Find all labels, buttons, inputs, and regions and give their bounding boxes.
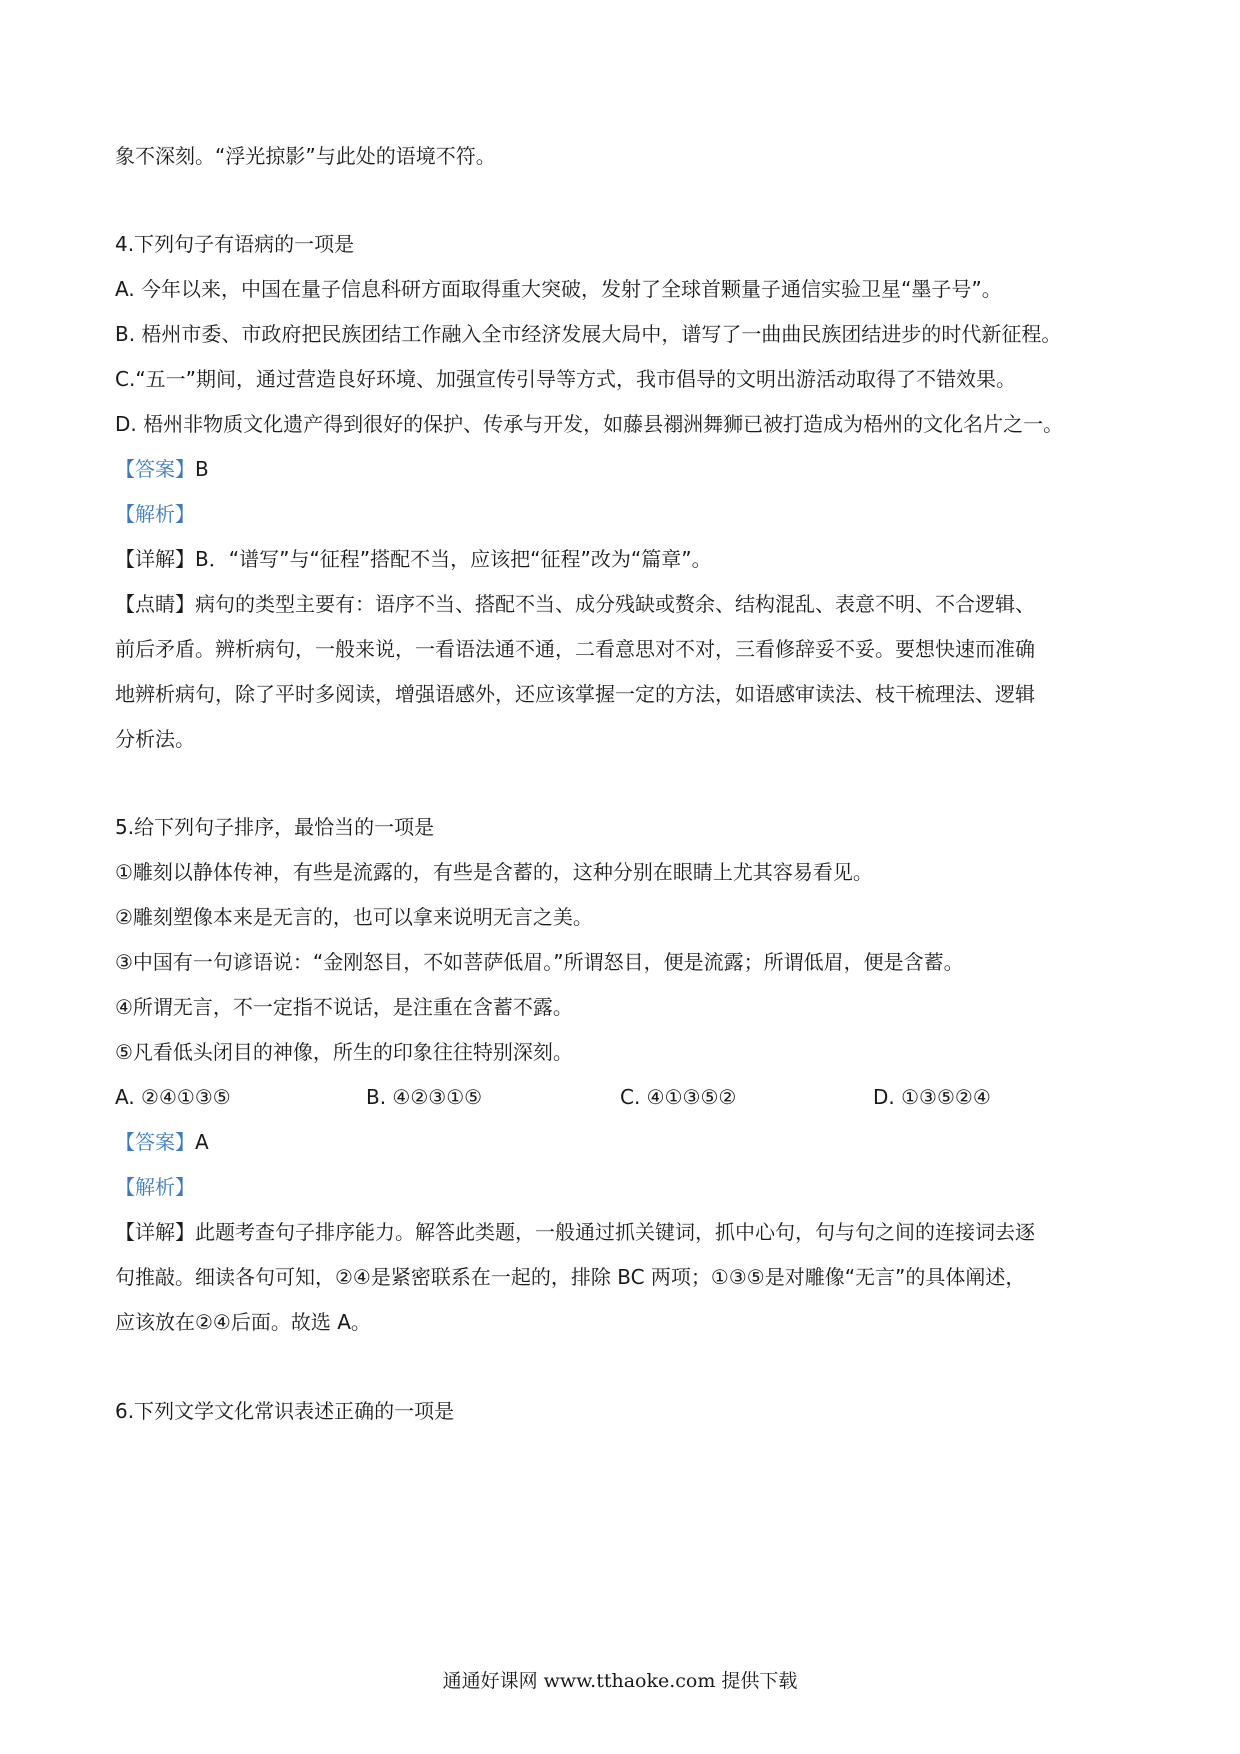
question-5-stem: 5.给下列句子排序，最恰当的一项是 [115,815,435,839]
question-5-analysis-tag: 【解析】 [115,1175,195,1199]
question-5-option-c: C. ④①③⑤② [620,1085,737,1109]
question-4-tip-line-3: 地辨析病句，除了平时多阅读，增强语感外，还应该掌握一定的方法，如语感审读法、枝干梳理法、逻辑 [115,682,1035,706]
sentence-3: ③中国有一句谚语说：“金刚怒目，不如菩萨低眉。”所谓怒目，便是流露；所谓低眉，便是含蓄。 [115,950,964,974]
question-5-detail-line-1: 【详解】此题考查句子排序能力。解答此类题，一般通过抓关键词，抓中心句，句与句之间的连接词去逐 [115,1220,1035,1244]
question-4-detail: 【详解】B．“谱写”与“征程”搭配不当，应该把“征程”改为“篇章”。 [115,547,712,571]
answer-tag: 【答案】 [115,1130,195,1154]
question-4-option-d: D. 梧州非物质文化遗产得到很好的保护、传承与开发，如藤县禤洲舞狮已被打造成为梧州的文化名片之一。 [115,412,1064,436]
question-5-option-a: A. ②④①③⑤ [115,1085,231,1109]
question-4-tip-line-2: 前后矛盾。辨析病句，一般来说，一看语法通不通，二看意思对不对，三看修辞妥不妥。要想快速而准确 [115,637,1035,661]
question-4-analysis-tag: 【解析】 [115,502,195,526]
question-4-stem: 4.下列句子有语病的一项是 [115,232,355,256]
page-footer: 通通好课网 www.tthaoke.com 提供下载 [442,1670,798,1692]
answer-value: A [195,1130,209,1154]
answer-value: B [195,457,209,481]
answer-tag: 【答案】 [115,457,195,481]
question-5-detail-line-3: 应该放在②④后面。故选 A。 [115,1310,371,1334]
question-5-option-d: D. ①③⑤②④ [873,1085,991,1109]
question-4-option-a: A. 今年以来，中国在量子信息科研方面取得重大突破，发射了全球首颗量子通信实验卫星“墨子号”。 [115,277,1002,301]
question-4-option-b: B. 梧州市委、市政府把民族团结工作融入全市经济发展大局中，谱写了一曲曲民族团结进步的时代新征程。 [115,322,1062,346]
question-4-answer [115,455,1135,483]
question-5-option-b: B. ④②③①⑤ [366,1085,483,1109]
sentence-5: ⑤凡看低头闭目的神像，所生的印象往往特别深刻。 [115,1040,573,1064]
paragraph-continuation: 象不深刻。“浮光掠影”与此处的语境不符。 [115,144,496,168]
question-5-answer [115,1128,1135,1156]
question-4-tip-line-4: 分析法。 [115,727,195,751]
sentence-2: ②雕刻塑像本来是无言的，也可以拿来说明无言之美。 [115,905,593,929]
question-4-tip-line-1: 【点睛】病句的类型主要有：语序不当、搭配不当、成分残缺或赘余、结构混乱、表意不明、不合逻辑、 [115,592,1035,616]
question-6-stem: 6.下列文学文化常识表述正确的一项是 [115,1399,455,1423]
sentence-1: ①雕刻以静体传神，有些是流露的，有些是含蓄的，这种分别在眼睛上尤其容易看见。 [115,860,873,884]
question-5-detail-line-2: 句推敲。细读各句可知，②④是紧密联系在一起的，排除 BC 两项；①③⑤是对雕像“无言”的具体阐述， [115,1265,1026,1289]
sentence-4: ④所谓无言，不一定指不说话，是注重在含蓄不露。 [115,995,573,1019]
question-4-option-c: C.“五一”期间，通过营造良好环境、加强宣传引导等方式，我市倡导的文明出游活动取得了不错效果。 [115,367,1017,391]
